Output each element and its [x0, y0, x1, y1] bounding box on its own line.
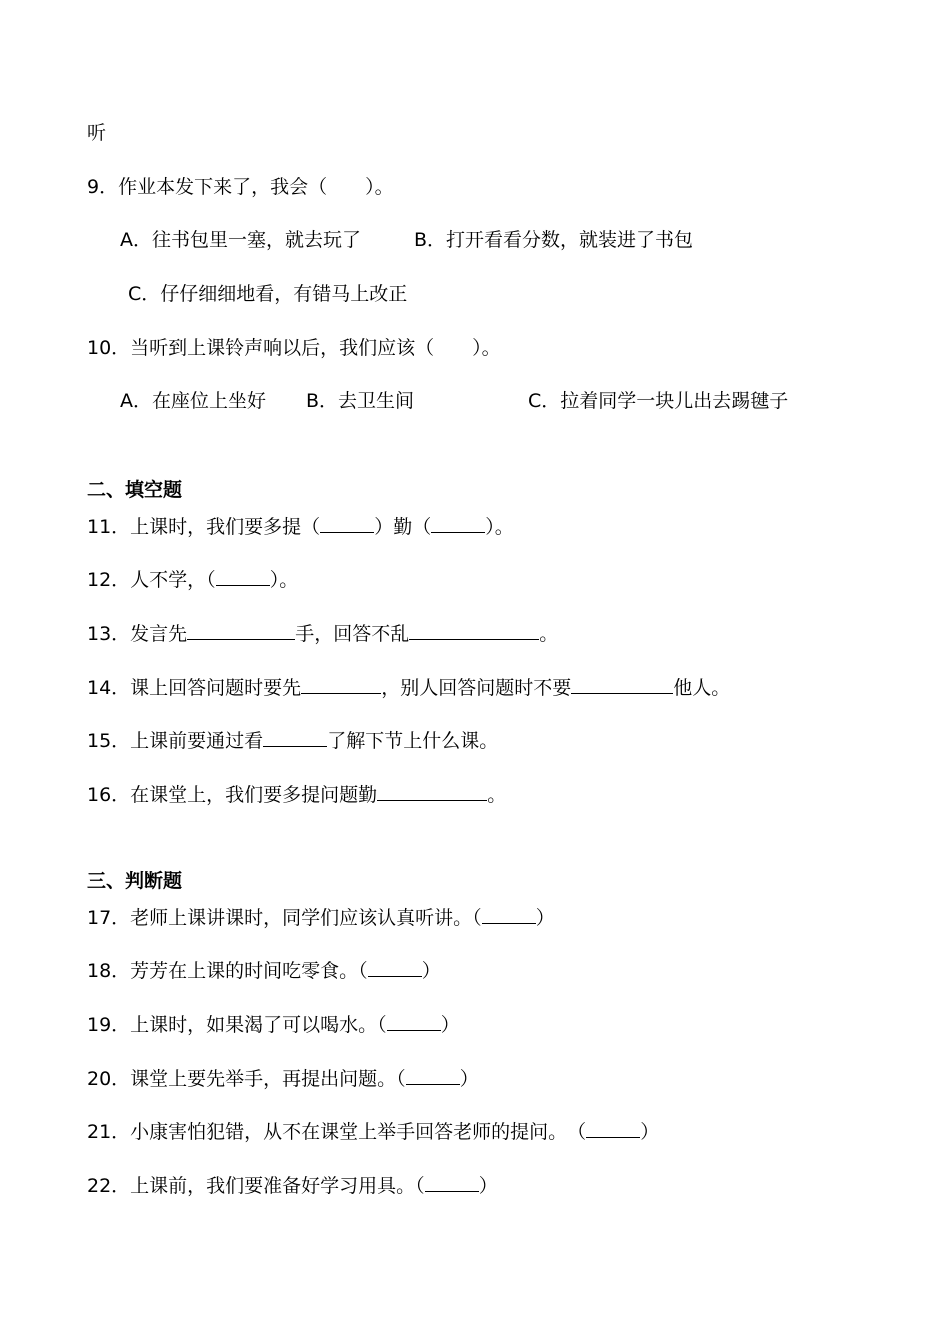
question-18: 18．芳芳在上课的时间吃零食。（ ） [87, 960, 441, 982]
question-10-option-b: B．去卫生间 [306, 390, 415, 412]
answer-blank[interactable] [431, 514, 485, 533]
answer-blank[interactable] [425, 1173, 479, 1192]
question-14: 14．课上回答问题时要先 ，别人回答问题时不要 他人。 [87, 677, 731, 699]
question-10-option-c: C．拉着同学一块儿出去踢毽子 [528, 390, 789, 412]
answer-blank[interactable] [263, 728, 327, 747]
top-fragment: 听 [87, 122, 107, 144]
answer-blank[interactable] [387, 1012, 441, 1031]
answer-blank[interactable] [571, 675, 673, 694]
answer-blank[interactable] [187, 621, 295, 640]
answer-blank[interactable] [409, 621, 539, 640]
section-2-title: 二、填空题 [87, 479, 183, 501]
question-21: 21．小康害怕犯错，从不在课堂上举手回答老师的提问。 （ ） [87, 1121, 660, 1143]
answer-blank[interactable] [482, 905, 536, 924]
answer-blank[interactable] [406, 1066, 460, 1085]
question-9-stem: 9．作业本发下来了，我会（ ）。 [87, 176, 394, 198]
question-22: 22．上课前，我们要准备好学习用具。（ ） [87, 1175, 498, 1197]
answer-blank[interactable] [586, 1119, 640, 1138]
answer-blank[interactable] [301, 675, 381, 694]
question-9-option-c: C．仔仔细细地看，有错马上改正 [128, 283, 408, 305]
question-9-option-b: B．打开看看分数，就装进了书包 [414, 229, 694, 251]
question-10-option-a: A．在座位上坐好 [120, 390, 266, 412]
question-9-option-a: A．往书包里一塞，就去玩了 [120, 229, 361, 251]
answer-blank[interactable] [320, 514, 374, 533]
answer-blank[interactable] [216, 567, 270, 586]
question-20: 20．课堂上要先举手，再提出问题。（ ） [87, 1068, 479, 1090]
question-19: 19．上课时，如果渴了可以喝水。（ ） [87, 1014, 460, 1036]
question-10-stem: 10．当听到上课铃声响以后，我们应该（ ）。 [87, 337, 501, 359]
question-13: 13．发言先 手，回答不乱 。 [87, 623, 559, 645]
question-17: 17．老师上课讲课时，同学们应该认真听讲。（ ） [87, 907, 555, 929]
question-12: 12．人不学，（ ）。 [87, 569, 299, 591]
question-15: 15．上课前要通过看 了解下节上什么课。 [87, 730, 499, 752]
section-3-title: 三、判断题 [87, 870, 183, 892]
answer-blank[interactable] [377, 782, 487, 801]
question-16: 16．在课堂上，我们要多提问题勤 。 [87, 784, 507, 806]
answer-blank[interactable] [368, 958, 422, 977]
question-11: 11．上课时，我们要多提（ ）勤（ ）。 [87, 516, 514, 538]
